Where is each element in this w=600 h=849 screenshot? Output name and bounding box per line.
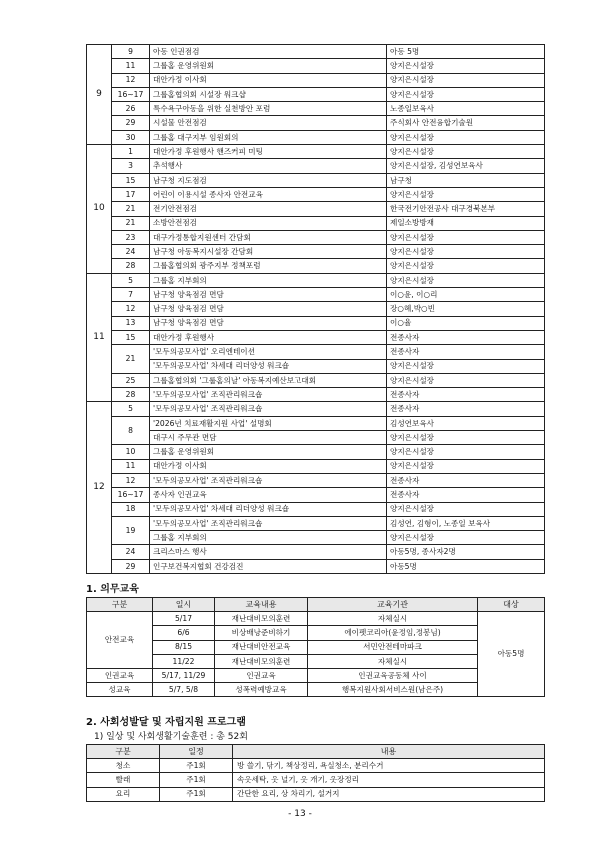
schedule-row: [87, 373, 545, 387]
schedule-row: [87, 159, 545, 173]
schedule-row: [87, 345, 545, 359]
education-institution: 에이펫코리아(윤정임,정봉님): [308, 626, 478, 640]
schedule-day: 11: [112, 59, 150, 73]
schedule-event: '모두의공모사업' 조직관리워크숍: [150, 402, 387, 416]
schedule-attendee: 김성연, 김형이, 노종일 보육사: [387, 516, 545, 530]
life-skills-row: [87, 759, 545, 773]
schedule-event: 인구보건복지협회 건강검진: [150, 559, 387, 573]
schedule-day: 12: [112, 73, 150, 87]
schedule-day: 5: [112, 273, 150, 287]
schedule-attendee: 아동 5명: [387, 45, 545, 59]
schedule-row: [87, 473, 545, 487]
schedule-day: 17: [112, 187, 150, 201]
schedule-day: 23: [112, 230, 150, 244]
schedule-attendee: 전종사자: [387, 402, 545, 416]
education-header-row: [87, 598, 545, 612]
schedule-day: 21: [112, 202, 150, 216]
schedule-attendee: 아동5명: [387, 559, 545, 573]
schedule-day: 28: [112, 259, 150, 273]
schedule-attendee: 노종일보육사: [387, 102, 545, 116]
schedule-attendee: 양지은시설장: [387, 531, 545, 545]
schedule-event: 대안가정 이사회: [150, 73, 387, 87]
schedule-row: [87, 416, 545, 430]
schedule-day: 9: [112, 45, 150, 59]
schedule-event: 남구청 양육점검 면담: [150, 316, 387, 330]
education-institution: 자체실시: [308, 612, 478, 626]
schedule-attendee: 남구청: [387, 173, 545, 187]
schedule-row: [87, 102, 545, 116]
education-institution: 자체실시: [308, 654, 478, 668]
schedule-attendee: 양지은시설장: [387, 145, 545, 159]
life-skills-row: [87, 773, 545, 787]
schedule-row: [87, 230, 545, 244]
section2-subtitle: 1) 일상 및 사회생활기술훈련 : 총 52회: [94, 732, 248, 742]
header-date: 일시: [153, 598, 215, 612]
schedule-attendee: 양지은시설장: [387, 130, 545, 144]
schedule-day: 5: [112, 402, 150, 416]
education-category: 인권교육: [87, 668, 153, 682]
schedule-row: [87, 516, 545, 530]
schedule-event: 남구청 아동복지시설장 간담회: [150, 245, 387, 259]
schedule-day: 28: [112, 388, 150, 402]
schedule-row: [87, 459, 545, 473]
schedule-row: [87, 330, 545, 344]
schedule-attendee: 한국전기안전공사 대구경북본부: [387, 202, 545, 216]
schedule-row: [87, 173, 545, 187]
schedule-day: 7: [112, 288, 150, 302]
schedule-attendee: 양지은시설장: [387, 87, 545, 101]
schedule-day: 15: [112, 330, 150, 344]
schedule-attendee: 이○율: [387, 316, 545, 330]
schedule-event: 그룹홈 대구지부 임원회의: [150, 130, 387, 144]
life-skill-content: 속옷세탁, 옷 널기, 옷 개기, 옷장정리: [233, 773, 545, 787]
education-institution: 서민안전테마파크: [308, 640, 478, 654]
schedule-attendee: 전종사자: [387, 345, 545, 359]
schedule-event: 그룹홈 운영위원회: [150, 59, 387, 73]
schedule-row: [87, 545, 545, 559]
education-content: 인권교육: [215, 668, 308, 682]
schedule-event: 아동 인권점검: [150, 45, 387, 59]
education-category: 성교육: [87, 683, 153, 697]
schedule-attendee: 양지은시설장: [387, 273, 545, 287]
education-date: 11/22: [153, 654, 215, 668]
schedule-attendee: 양지은시설장, 김성연보육사: [387, 159, 545, 173]
schedule-day: 21: [112, 216, 150, 230]
header-institution: 교육기관: [308, 598, 478, 612]
schedule-event: '모두의공모사업' 오리엔테이션: [150, 345, 387, 359]
schedule-attendee: 양지은시설장: [387, 431, 545, 445]
schedule-event: 대안가정 후원행사 핸즈커피 미팅: [150, 145, 387, 159]
schedule-event: 그룹홈 운영위원회: [150, 445, 387, 459]
schedule-event: 전기안전점검: [150, 202, 387, 216]
header-category: 구분: [87, 745, 160, 759]
schedule-event: 시설물 안전점검: [150, 116, 387, 130]
schedule-row: [87, 531, 545, 545]
education-content: 비상배낭준비하기: [215, 626, 308, 640]
schedule-day: 15: [112, 173, 150, 187]
schedule-event: 남구청 양육점검 면담: [150, 302, 387, 316]
schedule-row: [87, 316, 545, 330]
section1-title: 1. 의무교육: [86, 584, 139, 595]
life-skills-header-row: [87, 745, 545, 759]
schedule-attendee: 양지은시설장: [387, 73, 545, 87]
schedule-event: 그룹홈협의회 시설장 워크샵: [150, 87, 387, 101]
schedule-event: 그룹홈협의회 광주지부 정책포럼: [150, 259, 387, 273]
schedule-event: 특수욕구아동을 위한 실천방안 포럼: [150, 102, 387, 116]
schedule-day: 24: [112, 245, 150, 259]
schedule-body: [87, 45, 545, 574]
education-institution: 인권교육공동체 사이: [308, 668, 478, 682]
education-content: 성폭력예방교육: [215, 683, 308, 697]
education-row: [87, 626, 545, 640]
schedule-day: 29: [112, 559, 150, 573]
schedule-event: 대구가정통합지원센터 간담회: [150, 230, 387, 244]
schedule-event: 대구시 주무관 면담: [150, 431, 387, 445]
activity-schedule-table: [86, 44, 545, 574]
schedule-day: 10: [112, 445, 150, 459]
schedule-day: 1: [112, 145, 150, 159]
education-date: 5/7, 5/8: [153, 683, 215, 697]
schedule-attendee: 양지은시설장: [387, 230, 545, 244]
schedule-attendee: 전종사자: [387, 330, 545, 344]
schedule-row: [87, 288, 545, 302]
schedule-attendee: 주식회사 안전융합기술원: [387, 116, 545, 130]
schedule-day: 29: [112, 116, 150, 130]
schedule-row: [87, 45, 545, 59]
schedule-attendee: 이○윤, 이○리: [387, 288, 545, 302]
schedule-attendee: 양지은시설장: [387, 502, 545, 516]
schedule-day: 12: [112, 473, 150, 487]
schedule-event: 남구청 지도점검: [150, 173, 387, 187]
schedule-attendee: 양지은시설장: [387, 459, 545, 473]
schedule-day: 19: [112, 516, 150, 545]
schedule-attendee: 장○혜,박○빈: [387, 302, 545, 316]
education-content: 재난대비모의훈련: [215, 654, 308, 668]
schedule-event: 대안가정 후원행사: [150, 330, 387, 344]
schedule-month: 12: [87, 402, 112, 574]
schedule-row: [87, 245, 545, 259]
page-number: - 13 -: [288, 809, 312, 819]
safety-education-label: 안전교육: [87, 612, 153, 669]
schedule-event: '모두의공모사업' 조직관리워크숍: [150, 473, 387, 487]
schedule-row: [87, 431, 545, 445]
schedule-attendee: 양지은시설장: [387, 259, 545, 273]
life-skill-category: 빨래: [87, 773, 160, 787]
header-content: 교육내용: [215, 598, 308, 612]
schedule-row: [87, 73, 545, 87]
schedule-row: [87, 145, 545, 159]
schedule-row: [87, 402, 545, 416]
education-row: [87, 683, 545, 697]
schedule-day: 13: [112, 316, 150, 330]
life-skill-schedule: 주1회: [160, 759, 233, 773]
schedule-event: '모두의공모사업' 조직관리워크숍: [150, 388, 387, 402]
schedule-attendee: 양지은시설장: [387, 373, 545, 387]
education-row: [87, 612, 545, 626]
schedule-event: 그룹홈 지부회의: [150, 273, 387, 287]
header-category: 구분: [87, 598, 153, 612]
schedule-day: 24: [112, 545, 150, 559]
schedule-event: 그룹홈협의회 '그룹홈의날' 아동복지예산보고대회: [150, 373, 387, 387]
schedule-row: [87, 388, 545, 402]
schedule-row: [87, 559, 545, 573]
life-skills-row: [87, 787, 545, 801]
schedule-attendee: 전종사자: [387, 488, 545, 502]
schedule-event: 종사자 인권교육: [150, 488, 387, 502]
header-content: 내용: [233, 745, 545, 759]
schedule-event: 대안가정 이사회: [150, 459, 387, 473]
schedule-row: [87, 216, 545, 230]
life-skills-table: [86, 744, 545, 802]
life-skill-category: 요리: [87, 787, 160, 801]
schedule-event: 남구청 양육점검 면담: [150, 288, 387, 302]
schedule-attendee: 양지은시설장: [387, 445, 545, 459]
schedule-day: 26: [112, 102, 150, 116]
schedule-row: [87, 130, 545, 144]
schedule-attendee: 전종사자: [387, 388, 545, 402]
schedule-day: 3: [112, 159, 150, 173]
education-content: 재난대비모의훈련: [215, 612, 308, 626]
schedule-attendee: 제일소방방재: [387, 216, 545, 230]
schedule-row: [87, 187, 545, 201]
schedule-attendee: 양지은시설장: [387, 245, 545, 259]
schedule-attendee: 전종사자: [387, 473, 545, 487]
header-target: 대상: [478, 598, 545, 612]
schedule-row: [87, 59, 545, 73]
schedule-event: '모두의공모사업' 차세대 리더양성 워크숍: [150, 359, 387, 373]
schedule-event: '2026년 치료재활지원 사업' 설명회: [150, 416, 387, 430]
schedule-event: 어린이 이용시설 종사자 안전교육: [150, 187, 387, 201]
education-row: [87, 640, 545, 654]
schedule-month: 11: [87, 273, 112, 402]
schedule-day: 18: [112, 502, 150, 516]
schedule-event: '모두의공모사업' 조직관리워크숍: [150, 516, 387, 530]
schedule-row: [87, 488, 545, 502]
education-date: 8/15: [153, 640, 215, 654]
life-skill-content: 간단한 요리, 상 차리기, 설거지: [233, 787, 545, 801]
schedule-day: 30: [112, 130, 150, 144]
education-target: 아동5명: [478, 612, 545, 697]
header-schedule: 일정: [160, 745, 233, 759]
life-skill-category: 청소: [87, 759, 160, 773]
schedule-day: 11: [112, 459, 150, 473]
schedule-event: 추석행사: [150, 159, 387, 173]
schedule-row: [87, 445, 545, 459]
schedule-day: 21: [112, 345, 150, 374]
section2-title: 2. 사회성발달 및 자립지원 프로그램: [86, 717, 246, 728]
schedule-row: [87, 359, 545, 373]
schedule-month: 10: [87, 145, 112, 274]
education-row: [87, 668, 545, 682]
life-skill-schedule: 주1회: [160, 773, 233, 787]
education-institution: 행복지원사회서비스원(남은주): [308, 683, 478, 697]
schedule-month: 9: [87, 45, 112, 145]
education-content: 재난대비안전교육: [215, 640, 308, 654]
schedule-day: 25: [112, 373, 150, 387]
schedule-attendee: 양지은시설장: [387, 359, 545, 373]
schedule-attendee: 양지은시설장: [387, 187, 545, 201]
schedule-day: 16~17: [112, 488, 150, 502]
education-date: 6/6: [153, 626, 215, 640]
schedule-attendee: 아동5명, 종사자2명: [387, 545, 545, 559]
schedule-day: 16~17: [112, 87, 150, 101]
education-row: [87, 654, 545, 668]
mandatory-education-table: [86, 597, 545, 697]
education-date: 5/17: [153, 612, 215, 626]
schedule-attendee: 양지은시설장: [387, 59, 545, 73]
life-skill-schedule: 주1회: [160, 787, 233, 801]
schedule-day: 8: [112, 416, 150, 445]
schedule-event: '모두의공모사업' 차세대 리더양성 워크숍: [150, 502, 387, 516]
life-skill-content: 방 쓸기, 닦기, 책상정리, 욕실청소, 분리수거: [233, 759, 545, 773]
schedule-attendee: 김성연보육사: [387, 416, 545, 430]
schedule-event: 소방안전점검: [150, 216, 387, 230]
education-date: 5/17, 11/29: [153, 668, 215, 682]
schedule-row: [87, 259, 545, 273]
schedule-row: [87, 202, 545, 216]
schedule-row: [87, 302, 545, 316]
schedule-day: 12: [112, 302, 150, 316]
schedule-row: [87, 87, 545, 101]
schedule-row: [87, 273, 545, 287]
schedule-row: [87, 502, 545, 516]
schedule-event: 그룹홈 지부회의: [150, 531, 387, 545]
schedule-row: [87, 116, 545, 130]
schedule-event: 크리스마스 행사: [150, 545, 387, 559]
